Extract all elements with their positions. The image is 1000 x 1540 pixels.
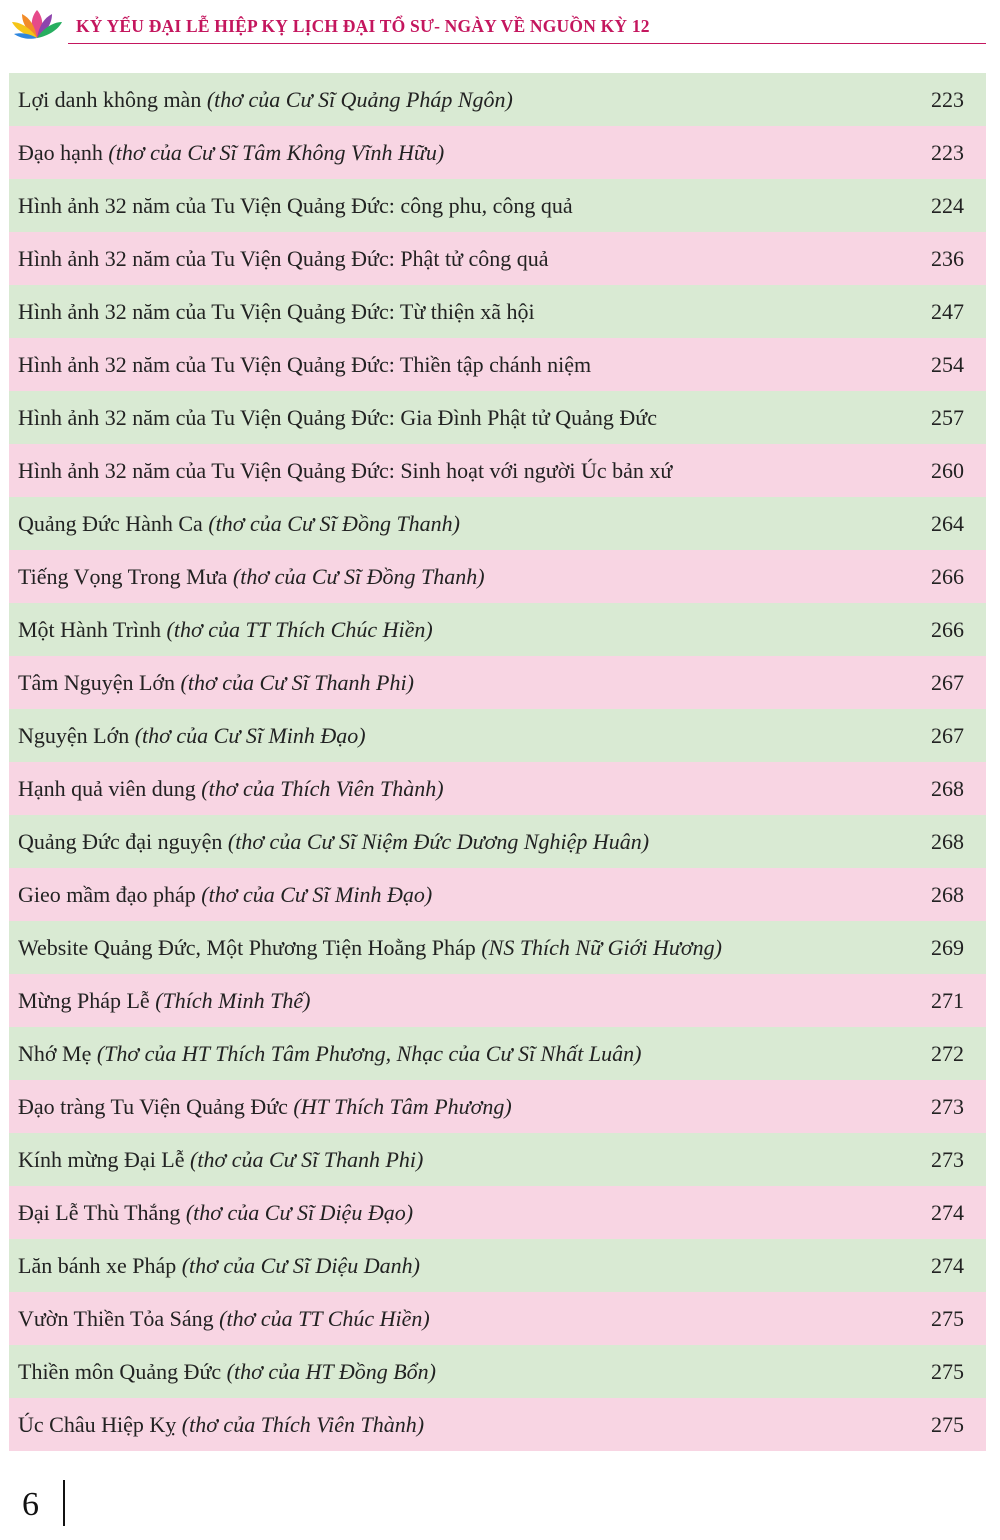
toc-entry-credit: (thơ của Cư Sĩ Thanh Phi) xyxy=(180,670,414,695)
toc-entry-credit: (Thích Minh Thế) xyxy=(155,988,311,1013)
toc-entry-page-number: 268 xyxy=(931,776,964,801)
toc-entry-credit: (thơ của HT Đồng Bổn) xyxy=(226,1359,436,1384)
toc-row xyxy=(9,1398,986,1451)
toc-entry-title xyxy=(18,815,649,868)
toc-row xyxy=(9,73,986,126)
toc-row xyxy=(9,1080,986,1133)
toc-entry-page-number: 273 xyxy=(931,1147,964,1172)
toc-row xyxy=(9,1345,986,1398)
toc-entry-page-number: 274 xyxy=(931,1200,964,1225)
toc-entry-title xyxy=(18,921,722,974)
toc-entry-page-number: 266 xyxy=(931,617,964,642)
toc-entry-title xyxy=(18,550,485,603)
toc-entry-main-text: Nhớ Mẹ xyxy=(18,1041,97,1066)
toc-entry-page-number: 264 xyxy=(931,511,964,536)
toc-entry-title xyxy=(18,868,432,921)
toc-entry-page-number: 268 xyxy=(931,829,964,854)
toc-entry-main-text: Hình ảnh 32 năm của Tu Viện Quảng Đức: Gia Đình Phật tử Quảng Đức xyxy=(18,405,657,430)
toc-entry-title xyxy=(18,232,549,285)
toc-entry-credit: (thơ của Cư Sĩ Tâm Không Vĩnh Hữu) xyxy=(108,140,445,165)
header-title: KỶ YẾU ĐẠI LỄ HIỆP KỴ LỊCH ĐẠI TỔ SƯ- NGÀY VỀ NGUỒN KỲ 12 xyxy=(76,16,650,36)
toc-row xyxy=(9,444,986,497)
toc-entry-main-text: Mừng Pháp Lễ xyxy=(18,988,156,1013)
toc-entry-page-number: 247 xyxy=(931,299,964,324)
toc-entry-title xyxy=(18,391,657,444)
toc-entry-main-text: Đại Lễ Thù Thắng xyxy=(18,1200,186,1225)
toc-entry-title xyxy=(18,1239,420,1292)
toc-entry-title xyxy=(18,1186,413,1239)
header-divider xyxy=(68,43,986,44)
toc-entry-page-number: 254 xyxy=(931,352,964,377)
toc-entry-credit: (thơ của Cư Sĩ Diệu Đạo) xyxy=(185,1200,414,1225)
toc-row xyxy=(9,815,986,868)
toc-entry-credit: (thơ của Cư Sĩ Đồng Thanh) xyxy=(232,564,485,589)
toc-entry-title xyxy=(18,603,433,656)
toc-entry-title xyxy=(18,974,310,1027)
toc-row xyxy=(9,126,986,179)
toc-entry-page-number: 275 xyxy=(931,1412,964,1437)
toc-entry-page-number: 266 xyxy=(931,564,964,589)
toc-row xyxy=(9,179,986,232)
toc-entry-title xyxy=(18,126,444,179)
toc-row xyxy=(9,285,986,338)
toc-row xyxy=(9,656,986,709)
page-header xyxy=(0,0,1000,50)
toc-entry-title xyxy=(18,444,672,497)
toc-entry-main-text: Lăn bánh xe Pháp xyxy=(18,1253,182,1278)
toc-row xyxy=(9,868,986,921)
toc-entry-title xyxy=(18,1080,512,1133)
toc-entry-title xyxy=(18,285,535,338)
toc-entry-main-text: Úc Châu Hiệp Kỵ xyxy=(18,1412,182,1437)
toc-entry-credit: (HT Thích Tâm Phương) xyxy=(293,1094,512,1119)
toc-entry-main-text: Hình ảnh 32 năm của Tu Viện Quảng Đức: công phu, công quả xyxy=(18,193,573,218)
toc-entry-page-number: 224 xyxy=(931,193,964,218)
toc-entry-credit: (thơ của Cư Sĩ Niệm Đức Dương Nghiệp Huân) xyxy=(227,829,650,854)
toc-entry-main-text: Hình ảnh 32 năm của Tu Viện Quảng Đức: Sinh hoạt với người Úc bản xứ xyxy=(18,458,673,483)
toc-entry-main-text: Thiền môn Quảng Đức xyxy=(18,1359,227,1384)
lotus-logo-icon xyxy=(8,4,66,44)
toc-row xyxy=(9,550,986,603)
toc-entry-credit: (thơ của Cư Sĩ Diệu Danh) xyxy=(181,1253,420,1278)
toc-entry-title xyxy=(18,762,444,815)
toc-entry-main-text: Tiếng Vọng Trong Mưa xyxy=(18,564,233,589)
toc-entry-main-text: Gieo mầm đạo pháp xyxy=(18,882,202,907)
toc-entry-main-text: Một Hành Trình xyxy=(18,617,167,642)
toc-entry-title xyxy=(18,497,460,550)
toc-entry-main-text: Tâm Nguyện Lớn xyxy=(18,670,181,695)
toc-row xyxy=(9,1186,986,1239)
toc-entry-page-number: 268 xyxy=(931,882,964,907)
page-number-divider xyxy=(63,1480,65,1526)
toc-entry-credit: (thơ của Thích Viên Thành) xyxy=(181,1412,425,1437)
toc-entry-page-number: 236 xyxy=(931,246,964,271)
toc-row xyxy=(9,974,986,1027)
toc-row xyxy=(9,762,986,815)
toc-entry-title xyxy=(18,1398,424,1451)
toc-entry-page-number: 275 xyxy=(931,1306,964,1331)
toc-entry-main-text: Lợi danh không màn xyxy=(18,87,207,112)
toc-entry-main-text: Hạnh quả viên dung xyxy=(18,776,202,801)
toc-row xyxy=(9,1133,986,1186)
toc-row xyxy=(9,391,986,444)
toc-entry-title xyxy=(18,179,573,232)
toc-entry-page-number: 271 xyxy=(931,988,964,1013)
toc-entry-credit: (Thơ của HT Thích Tâm Phương, Nhạc của Cư Sĩ Nhất Luân) xyxy=(96,1041,642,1066)
toc-row xyxy=(9,1027,986,1080)
toc-entry-title xyxy=(18,709,366,762)
toc-row xyxy=(9,232,986,285)
toc-entry-title xyxy=(18,73,513,126)
toc-entry-credit: (NS Thích Nữ Giới Hương) xyxy=(481,935,722,960)
toc-entry-credit: (thơ của Cư Sĩ Quảng Pháp Ngôn) xyxy=(206,87,513,112)
toc-entry-main-text: Hình ảnh 32 năm của Tu Viện Quảng Đức: Từ thiện xã hội xyxy=(18,299,535,324)
toc-entry-main-text: Kính mừng Đại Lễ xyxy=(18,1147,191,1172)
toc-entry-title xyxy=(18,1345,436,1398)
toc-entry-main-text: Quảng Đức Hành Ca xyxy=(18,511,209,536)
toc-entry-page-number: 269 xyxy=(931,935,964,960)
toc-row xyxy=(9,603,986,656)
toc-entry-credit: (thơ của Cư Sĩ Minh Đạo) xyxy=(201,882,433,907)
toc-row xyxy=(9,1239,986,1292)
table-of-contents xyxy=(9,73,986,1451)
toc-entry-main-text: Website Quảng Đức, Một Phương Tiện Hoằng Pháp xyxy=(18,935,482,960)
toc-entry-page-number: 260 xyxy=(931,458,964,483)
toc-entry-credit: (thơ của TT Thích Chúc Hiền) xyxy=(166,617,433,642)
toc-entry-main-text: Hình ảnh 32 năm của Tu Viện Quảng Đức: Thiền tập chánh niệm xyxy=(18,352,592,377)
toc-row xyxy=(9,709,986,762)
page-number: 6 xyxy=(22,1486,39,1523)
toc-entry-credit: (thơ của Cư Sĩ Thanh Phi) xyxy=(190,1147,424,1172)
toc-entry-credit: (thơ của Cư Sĩ Minh Đạo) xyxy=(134,723,366,748)
toc-entry-page-number: 257 xyxy=(931,405,964,430)
toc-entry-page-number: 267 xyxy=(931,723,964,748)
toc-entry-page-number: 223 xyxy=(931,87,964,112)
toc-entry-title xyxy=(18,1133,423,1186)
toc-entry-credit: (thơ của TT Chúc Hiền) xyxy=(219,1306,430,1331)
toc-row xyxy=(9,497,986,550)
toc-entry-main-text: Đạo tràng Tu Viện Quảng Đức xyxy=(18,1094,294,1119)
toc-entry-title xyxy=(18,656,414,709)
toc-entry-page-number: 272 xyxy=(931,1041,964,1066)
toc-entry-main-text: Hình ảnh 32 năm của Tu Viện Quảng Đức: Phật tử công quả xyxy=(18,246,549,271)
toc-row xyxy=(9,1292,986,1345)
toc-entry-main-text: Nguyện Lớn xyxy=(18,723,135,748)
toc-entry-main-text: Vườn Thiền Tỏa Sáng xyxy=(18,1306,220,1331)
toc-entry-main-text: Quảng Đức đại nguyện xyxy=(18,829,228,854)
toc-entry-page-number: 267 xyxy=(931,670,964,695)
toc-entry-title xyxy=(18,1027,641,1080)
toc-entry-credit: (thơ của Cư Sĩ Đồng Thanh) xyxy=(208,511,461,536)
toc-entry-main-text: Đạo hạnh xyxy=(18,140,109,165)
toc-entry-credit: (thơ của Thích Viên Thành) xyxy=(201,776,444,801)
toc-entry-page-number: 273 xyxy=(931,1094,964,1119)
toc-row xyxy=(9,338,986,391)
toc-entry-page-number: 274 xyxy=(931,1253,964,1278)
toc-entry-page-number: 275 xyxy=(931,1359,964,1384)
toc-entry-page-number: 223 xyxy=(931,140,964,165)
toc-entry-title xyxy=(18,1292,430,1345)
toc-entry-title xyxy=(18,338,591,391)
toc-row xyxy=(9,921,986,974)
